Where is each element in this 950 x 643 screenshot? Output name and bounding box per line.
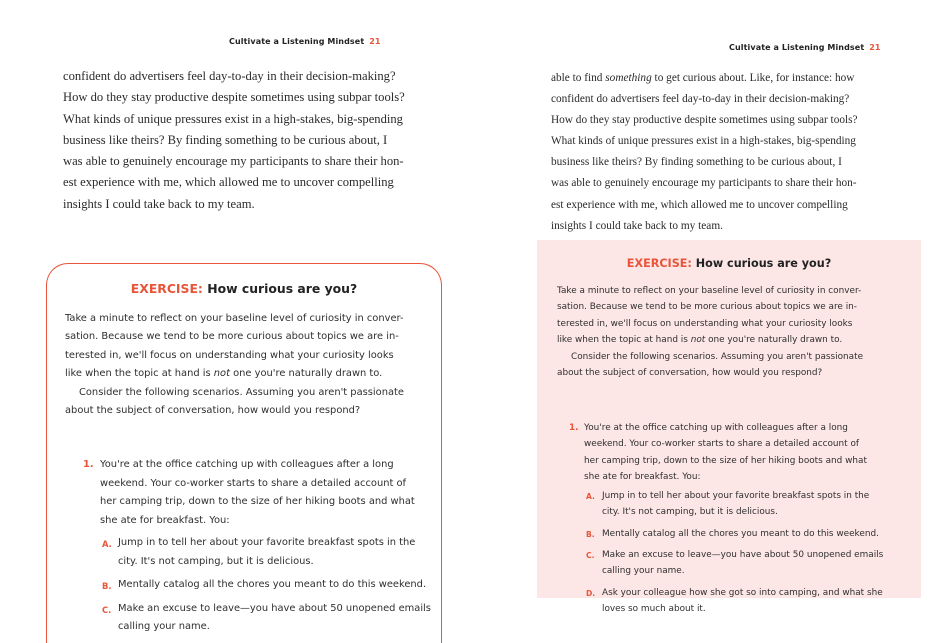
intro-line: Take a minute to reflect on your baseline level of curiosity in conver- [557, 286, 862, 296]
body-line: est experience with me, which allowed me to uncover compelling [63, 175, 394, 190]
intro-text: like when the topic at hand is [557, 335, 691, 346]
question-list [569, 420, 914, 622]
option-list [584, 488, 914, 617]
page-number: 21 [369, 37, 381, 46]
body-line: est experience with me, which allowed me to uncover compelling [551, 198, 848, 211]
option-letter: C. [586, 551, 595, 561]
intro-line: Take a minute to reflect on your baseline level of curiosity in conver- [65, 313, 404, 324]
option-a [102, 534, 430, 571]
intro-text: like when the topic at hand is [65, 368, 214, 380]
option-letter: C. [102, 604, 112, 615]
intro-line [557, 332, 907, 348]
body-line: confident do advertisers feel day-to-day in their decision-making? [63, 69, 396, 83]
body-line: What kinds of unique pressures exist in a high-stakes, big-spending [551, 135, 856, 148]
option-c [586, 547, 914, 580]
body-paragraph [63, 66, 430, 215]
option-line: Make an excuse to leave—you have about 50 unopened emails [602, 550, 884, 561]
exercise-heading: How curious are you? [207, 281, 358, 296]
question-number: 1. [83, 459, 94, 470]
question-line: weekend. Your co-worker starts to share a detailed account of [584, 439, 860, 450]
question-line: her camping trip, down to the size of her hiking boots and what [584, 455, 867, 466]
intro-line: about the subject of conversation, how would you respond? [557, 368, 823, 379]
body-paragraph [551, 68, 906, 237]
body-text: able to find [551, 72, 606, 84]
intro-line [65, 365, 427, 383]
question-list [83, 456, 431, 641]
body-line: How do they stay productive despite sometimes using subpar tools? [63, 90, 405, 105]
body-line: was able to genuinely encourage my participants to share their hon- [551, 177, 857, 190]
option-line: calling your name. [602, 566, 685, 577]
header-title: Cultivate a Listening Mindset [229, 37, 365, 46]
option-line: Mentally catalog all the chores you meant to do this weekend. [118, 579, 427, 591]
intro-emphasis: not [690, 335, 706, 346]
option-line: Mentally catalog all the chores you meant to do this weekend. [602, 528, 879, 539]
body-emphasis: something [605, 72, 652, 84]
question-line: her camping trip, down to the size of her hiking boots and what [100, 496, 415, 508]
header-title: Cultivate a Listening Mindset [729, 43, 865, 52]
exercise-box [46, 263, 442, 643]
option-b [102, 576, 430, 594]
question-text [100, 456, 430, 530]
intro-line: Consider the following scenarios. Assuming you aren't passionate [79, 386, 404, 398]
intro-line: terested in, we'll focus on understanding what your curiosity looks [557, 318, 853, 329]
exercise-heading: How curious are you? [695, 257, 832, 270]
option-line: Ask your colleague how she got so into camping, and what she [602, 587, 883, 598]
question-number: 1. [569, 423, 579, 433]
intro-text: one you're naturally drawn to. [705, 335, 843, 346]
option-letter: B. [102, 581, 112, 592]
exercise-title [47, 281, 441, 296]
body-line: insights I could take back to my team. [551, 219, 723, 232]
intro-line: sation. Because we tend to be more curious about topics we are in- [557, 302, 858, 313]
option-letter: A. [102, 539, 112, 550]
exercise-title [537, 257, 921, 270]
intro-line: about the subject of conversation, how would you respond? [65, 405, 361, 417]
exercise-intro [65, 310, 427, 420]
question-line: weekend. Your co-worker starts to share a detailed account of [100, 477, 407, 489]
option-line: city. It's not camping, but it is delicious. [118, 555, 314, 567]
exercise-box [537, 240, 921, 614]
question-item [569, 420, 914, 617]
question-text [584, 420, 914, 485]
intro-line: Consider the following scenarios. Assuming you aren't passionate [571, 351, 864, 362]
exercise-label: EXERCISE: [130, 281, 203, 296]
body-text: to get curious about. Like, for instance: how [651, 72, 855, 84]
option-line: calling your name. [118, 621, 210, 632]
running-header [729, 43, 881, 52]
option-d [586, 585, 914, 618]
option-a [586, 488, 914, 521]
intro-line: sation. Because we tend to be more curious about topics we are in- [65, 331, 399, 343]
question-item [83, 456, 431, 636]
exercise-label: EXERCISE: [626, 257, 692, 270]
option-letter: A. [586, 492, 595, 502]
question-line: she ate for breakfast. You: [584, 471, 701, 482]
body-line: business like theirs? By finding something to be curious about, I [551, 156, 842, 169]
option-line: Jump in to tell her about your favorite breakfast spots in the [118, 537, 416, 549]
option-line: Make an excuse to leave—you have about 50 unopened emails [118, 602, 431, 614]
body-line: How do they stay productive despite sometimes using subpar tools? [551, 114, 858, 127]
body-line [551, 68, 906, 89]
running-header [229, 37, 381, 46]
body-line: was able to genuinely encourage my participants to share their hon- [63, 154, 404, 169]
option-b [586, 526, 914, 542]
option-letter: B. [586, 529, 595, 539]
page-number: 21 [869, 43, 881, 52]
option-line: loves so much about it. [602, 603, 706, 614]
left-page [0, 0, 475, 631]
option-line: city. It's not camping, but it is delicious. [602, 507, 778, 518]
option-list [100, 534, 430, 636]
intro-text: one you're naturally drawn to. [229, 368, 383, 380]
option-letter: D. [586, 588, 596, 598]
body-line: business like theirs? By finding something to be curious about, I [63, 132, 388, 147]
intro-line: terested in, we'll focus on understanding what your curiosity looks [65, 349, 394, 361]
body-line: What kinds of unique pressures exist in a high-stakes, big-spending [63, 111, 403, 126]
intro-emphasis: not [213, 368, 230, 380]
body-line: confident do advertisers feel day-to-day in their decision-making? [551, 93, 850, 106]
body-line: insights I could take back to my team. [63, 196, 255, 211]
option-line: Jump in to tell her about your favorite breakfast spots in the [602, 491, 870, 502]
right-page [475, 0, 950, 631]
question-line: You're at the office catching up with colleagues after a long [584, 423, 848, 433]
exercise-intro [557, 283, 907, 381]
question-line: she ate for breakfast. You: [100, 514, 230, 526]
question-line: You're at the office catching up with colleagues after a long [100, 459, 394, 470]
